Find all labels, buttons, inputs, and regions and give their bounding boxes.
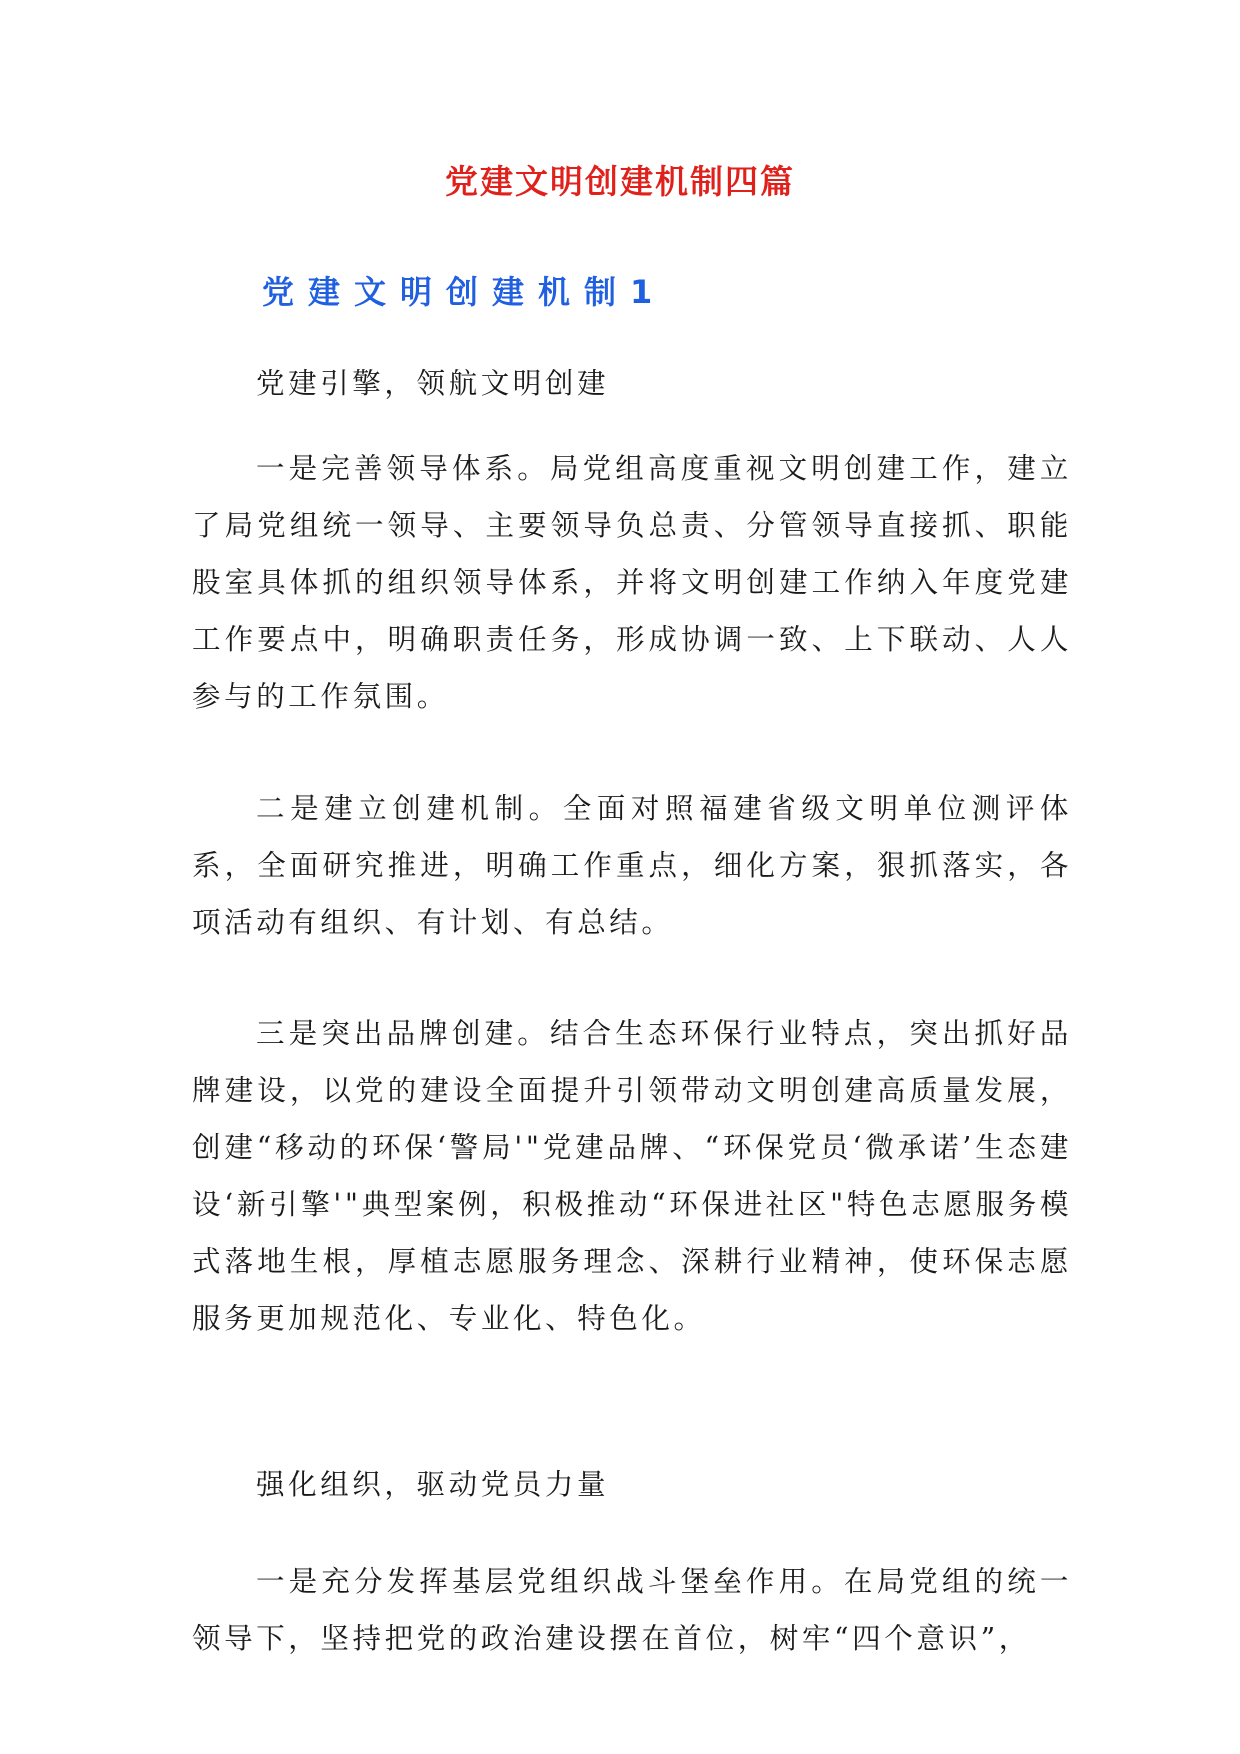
subheading-1: 党建引擎，领航文明创建 (256, 367, 610, 400)
subheading-2: 强化组织，驱动党员力量 (256, 1468, 610, 1501)
document-title: 党建文明创建机制四篇 (445, 162, 795, 201)
paragraph-3: 三是突出品牌创建。结合生态环保行业特点，突出抓好品牌建设，以党的建设全面提升引领带动文明创建高质量发展，创建“移动的环保‘警局'"党建品牌、“环保党员‘微承诺’生态建设‘新引擎'"典型案例，积极推动“环保进社区"特色志愿服务模式落地生根，厚植志愿服务理念、深耕行业精神，使环保志愿服务更加规范化、专业化、特色化。 (192, 1017, 1072, 1335)
paragraph-2: 二是建立创建机制。全面对照福建省级文明单位测评体系，全面研究推进，明确工作重点，细化方案，狠抓落实，各项活动有组织、有计划、有总结。 (192, 792, 1072, 939)
section-title: 党建文明创建机制1 (262, 273, 667, 311)
paragraph-1: 一是完善领导体系。局党组高度重视文明创建工作，建立了局党组统一领导、主要领导负总责、分管领导直接抓、职能股室具体抓的组织领导体系，并将文明创建工作纳入年度党建工作要点中，明确职责任务，形成协调一致、上下联动、人人参与的工作氛围。 (192, 452, 1072, 713)
paragraph-4: 一是充分发挥基层党组织战斗堡垒作用。在局党组的统一领导下，坚持把党的政治建设摆在首位，树牢“四个意识”， (192, 1565, 1072, 1655)
